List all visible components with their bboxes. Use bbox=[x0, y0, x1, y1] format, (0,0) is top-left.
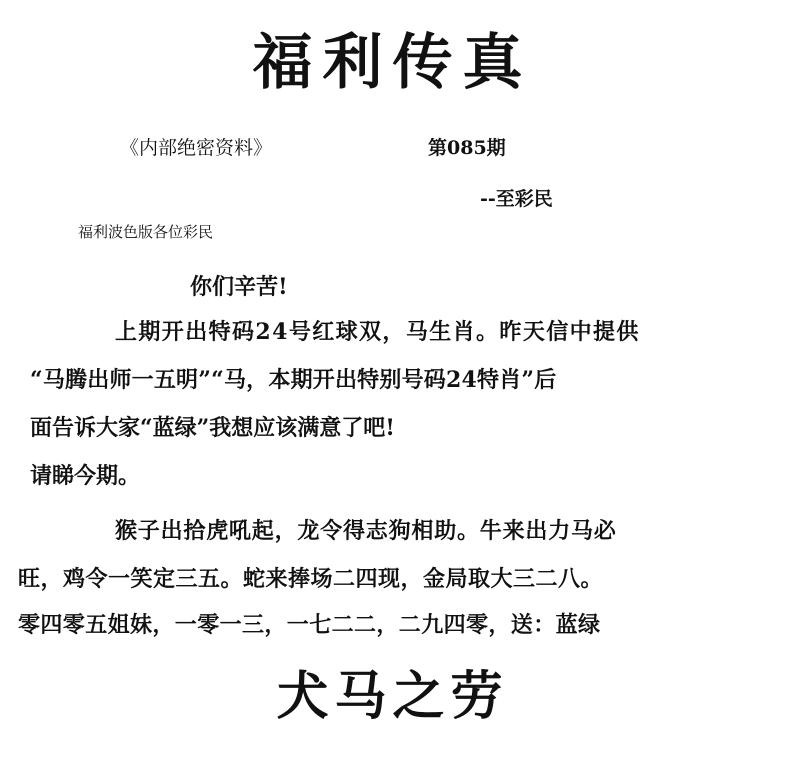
issue-number: 第085期 bbox=[428, 137, 506, 159]
document-subtitle: 《内部绝密资料》 bbox=[120, 137, 273, 159]
paragraph-line: 请睇今期。 bbox=[30, 463, 141, 489]
sender-line: --至彩民 bbox=[480, 188, 553, 210]
paragraph-line: 上期开出特码24号红球双，马生肖。昨天信中提供 bbox=[115, 319, 640, 345]
paragraph-line: “马腾出师一五明”“马，本期开出特别号码24特肖”后 bbox=[30, 367, 557, 393]
verse-line: 猴子出拾虎吼起，龙令得志狗相助。牛来出力马必 bbox=[115, 518, 617, 544]
footer-title: 犬马之劳 bbox=[276, 666, 509, 727]
verse-line: 旺，鸡令一笑定三五。蛇来捧场二四现，金局取大三二八。 bbox=[18, 566, 604, 592]
greeting: 你们辛苦! bbox=[190, 274, 288, 300]
paragraph-line: 面告诉大家“蓝绿”我想应该满意了吧! bbox=[30, 415, 395, 441]
main-title: 福利传真 bbox=[252, 28, 533, 98]
salutation: 福利波色版各位彩民 bbox=[78, 223, 214, 241]
verse-line: 零四零五姐妹，一零一三，一七二二，二九四零，送：蓝绿 bbox=[18, 612, 601, 638]
